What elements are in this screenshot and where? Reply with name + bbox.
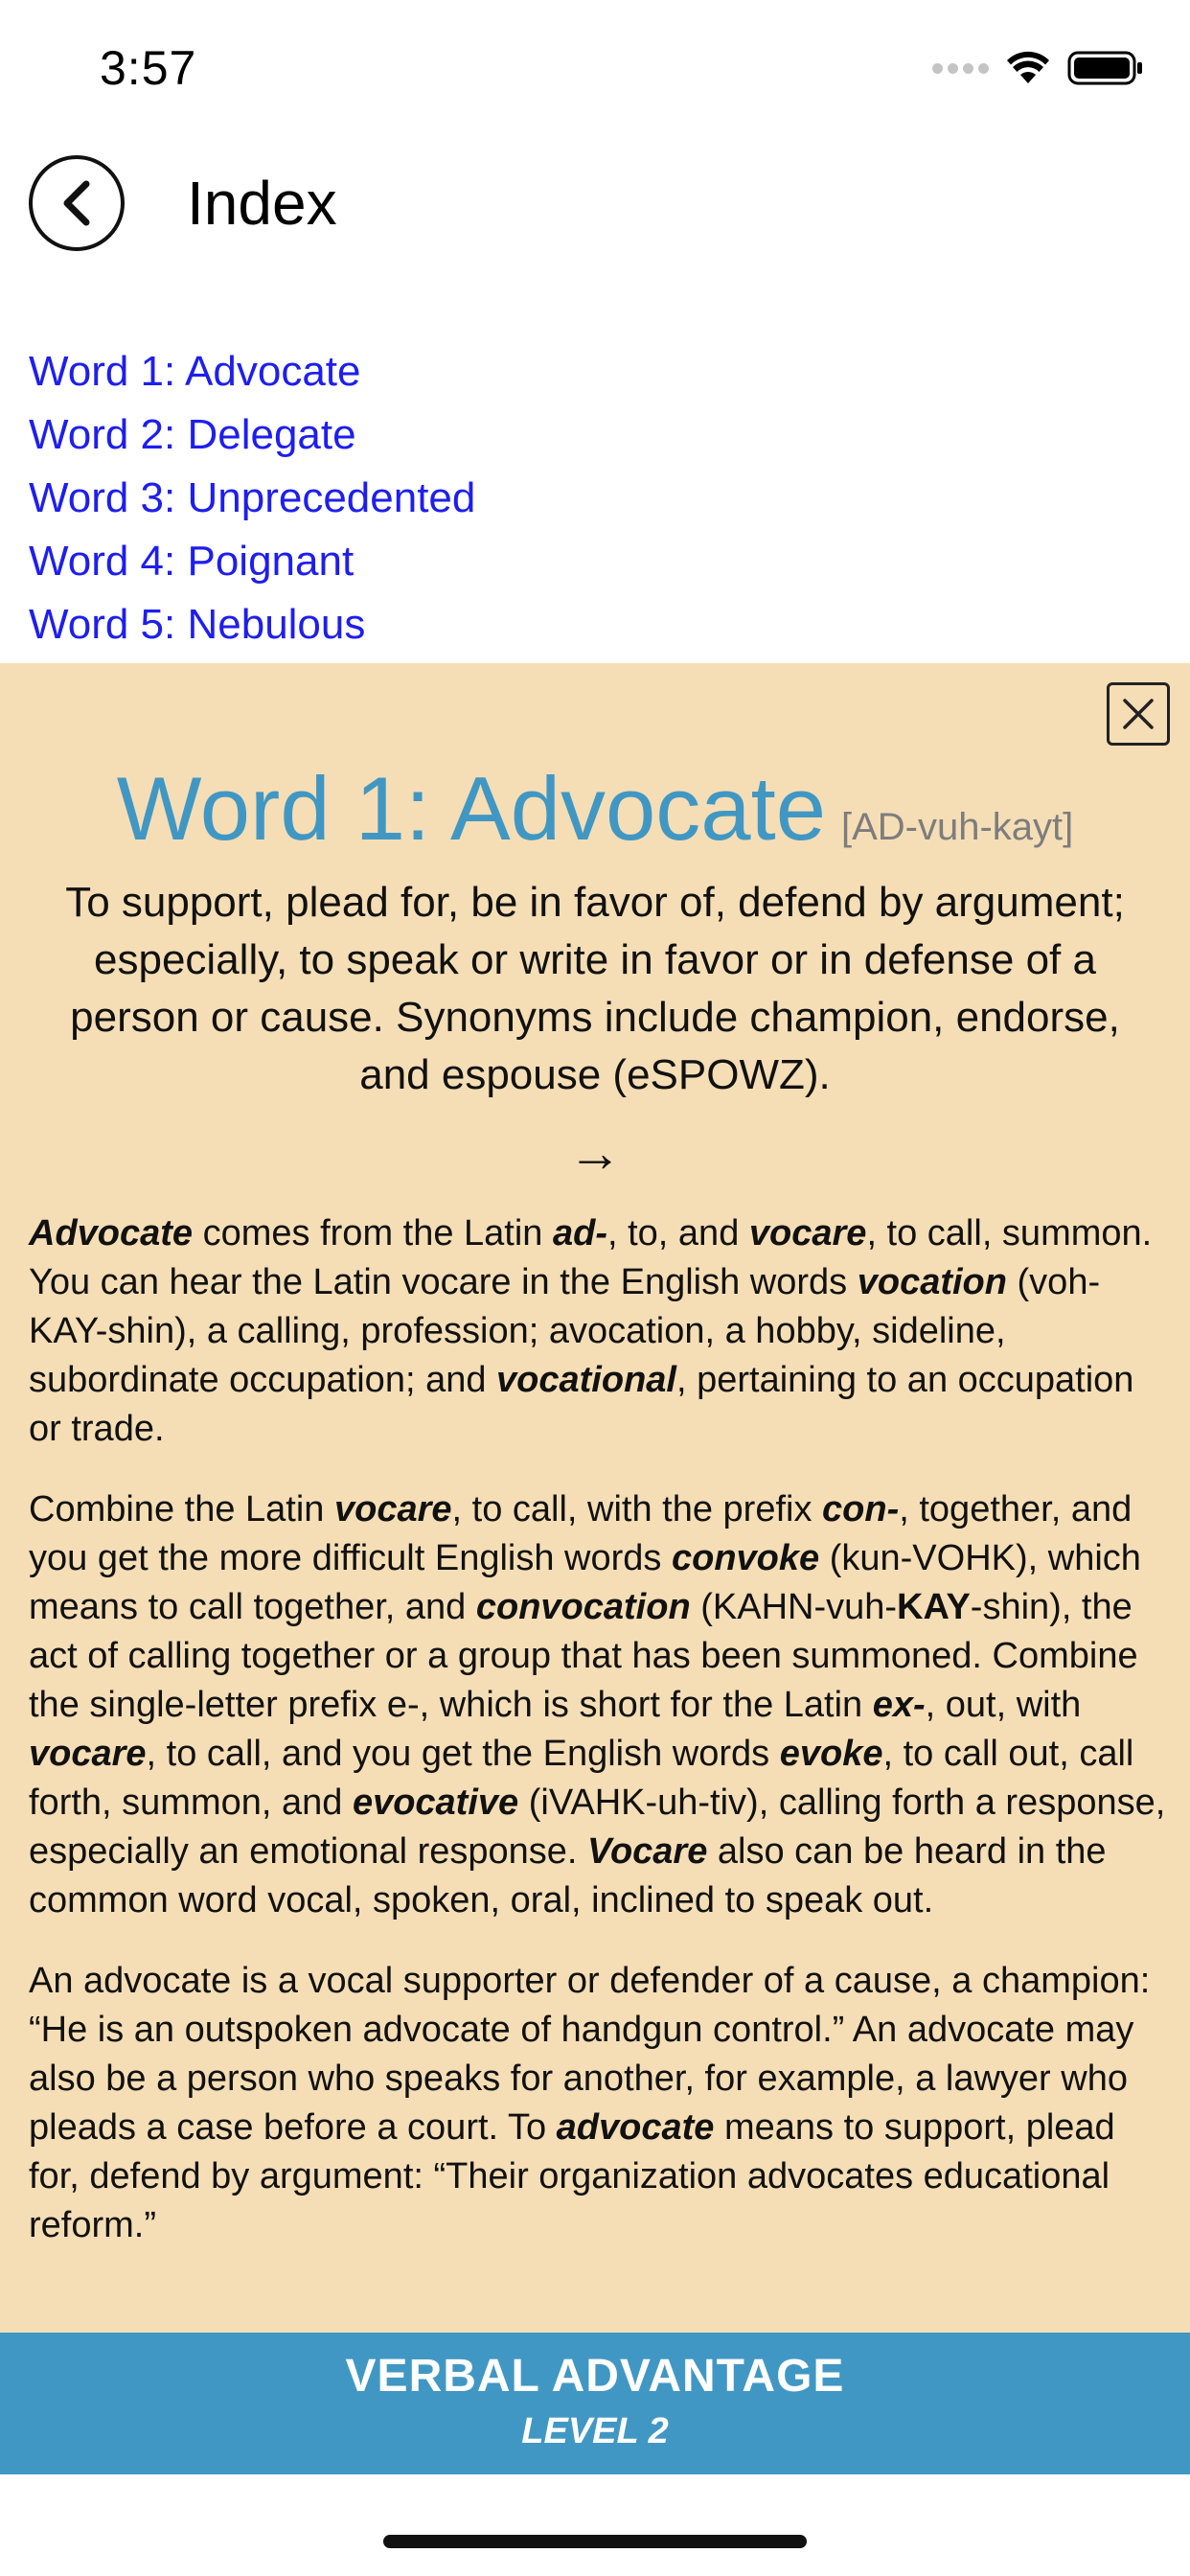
cellular-signal-icon — [932, 63, 989, 74]
battery-icon — [1067, 50, 1144, 86]
index-link-word-1[interactable]: Word 1: Advocate — [29, 348, 361, 395]
status-bar — [0, 0, 1190, 144]
index-link-word-5[interactable]: Word 5: Nebulous — [29, 601, 366, 648]
home-indicator[interactable] — [383, 2535, 807, 2548]
etymology-text — [29, 1209, 1169, 2282]
footer-banner — [0, 2333, 1190, 2474]
paragraph-3: An advocate is a vocal supporter or defender of a cause, a champion: “He is an outspoken advocate of handgun control.” An advocate may also be a person who speaks for another, for example, a lawyer who pleads a case before a court. To advocate means to support, plead for, defend by argument: “Their organization advocates educational reform.” — [29, 1961, 1151, 2245]
status-time: 3:57 — [100, 41, 197, 95]
paragraph-2: Combine the Latin vocare, to call, with the prefix con-, together, and you get the more difficult English words convoke (kun-VOHK), which means to call together, and convocation (KAHN-vuh-KAY-shin), the act of calling together or a group that has been summoned. Combine the single-letter prefix e-, which is short for the Latin ex-, out, with vocare, to call, and you get the English words evoke, to call out, call forth, summon, and evocative (iVAHK-uh-tiv), calling forth a response, especially an emotional response. Vocare also can be heard in the common word vocal, spoken, oral, inclined to speak out. — [29, 1489, 1166, 1920]
index-link-word-3[interactable]: Word 3: Unprecedented — [29, 474, 476, 521]
footer-title: VERBAL ADVANTAGE — [345, 2351, 845, 2402]
status-icons — [932, 50, 1144, 86]
index-link-word-2[interactable]: Word 2: Delegate — [29, 411, 356, 458]
word-definition: To support, plead for, be in favor of, defend by argument; especially, to speak or write in favor or in defense of a person or cause. Synonyms include champion, endorse, and espouse (eSPOWZ). — [65, 879, 1125, 1098]
paragraph-1: Advocate comes from the Latin ad-, to, and vocare, to call, summon. You can hear the Latin vocare in the English words vocation (voh-KAY-shin), a calling, profession; avocation, a hobby, sideline, subordinate occupation; and vocational, pertaining to an occupation or trade. — [29, 1213, 1153, 1449]
back-button[interactable] — [29, 155, 125, 251]
wifi-icon — [1006, 51, 1050, 85]
index-link-word-4[interactable]: Word 4: Poignant — [29, 538, 355, 585]
close-button[interactable] — [1107, 682, 1170, 746]
word-title: Word 1: Advocate — [116, 758, 826, 859]
footer-subtitle: LEVEL 2 — [521, 2411, 669, 2451]
right-arrow-icon: → — [568, 1122, 622, 1183]
word-pronunciation: [AD-vuh-kayt] — [840, 806, 1074, 848]
word-index-list — [29, 340, 475, 656]
page-title: Index — [187, 169, 337, 238]
nav-bar — [0, 144, 1190, 268]
chevron-left-icon — [57, 178, 96, 228]
word-heading — [0, 757, 1190, 861]
close-icon — [1119, 695, 1157, 733]
